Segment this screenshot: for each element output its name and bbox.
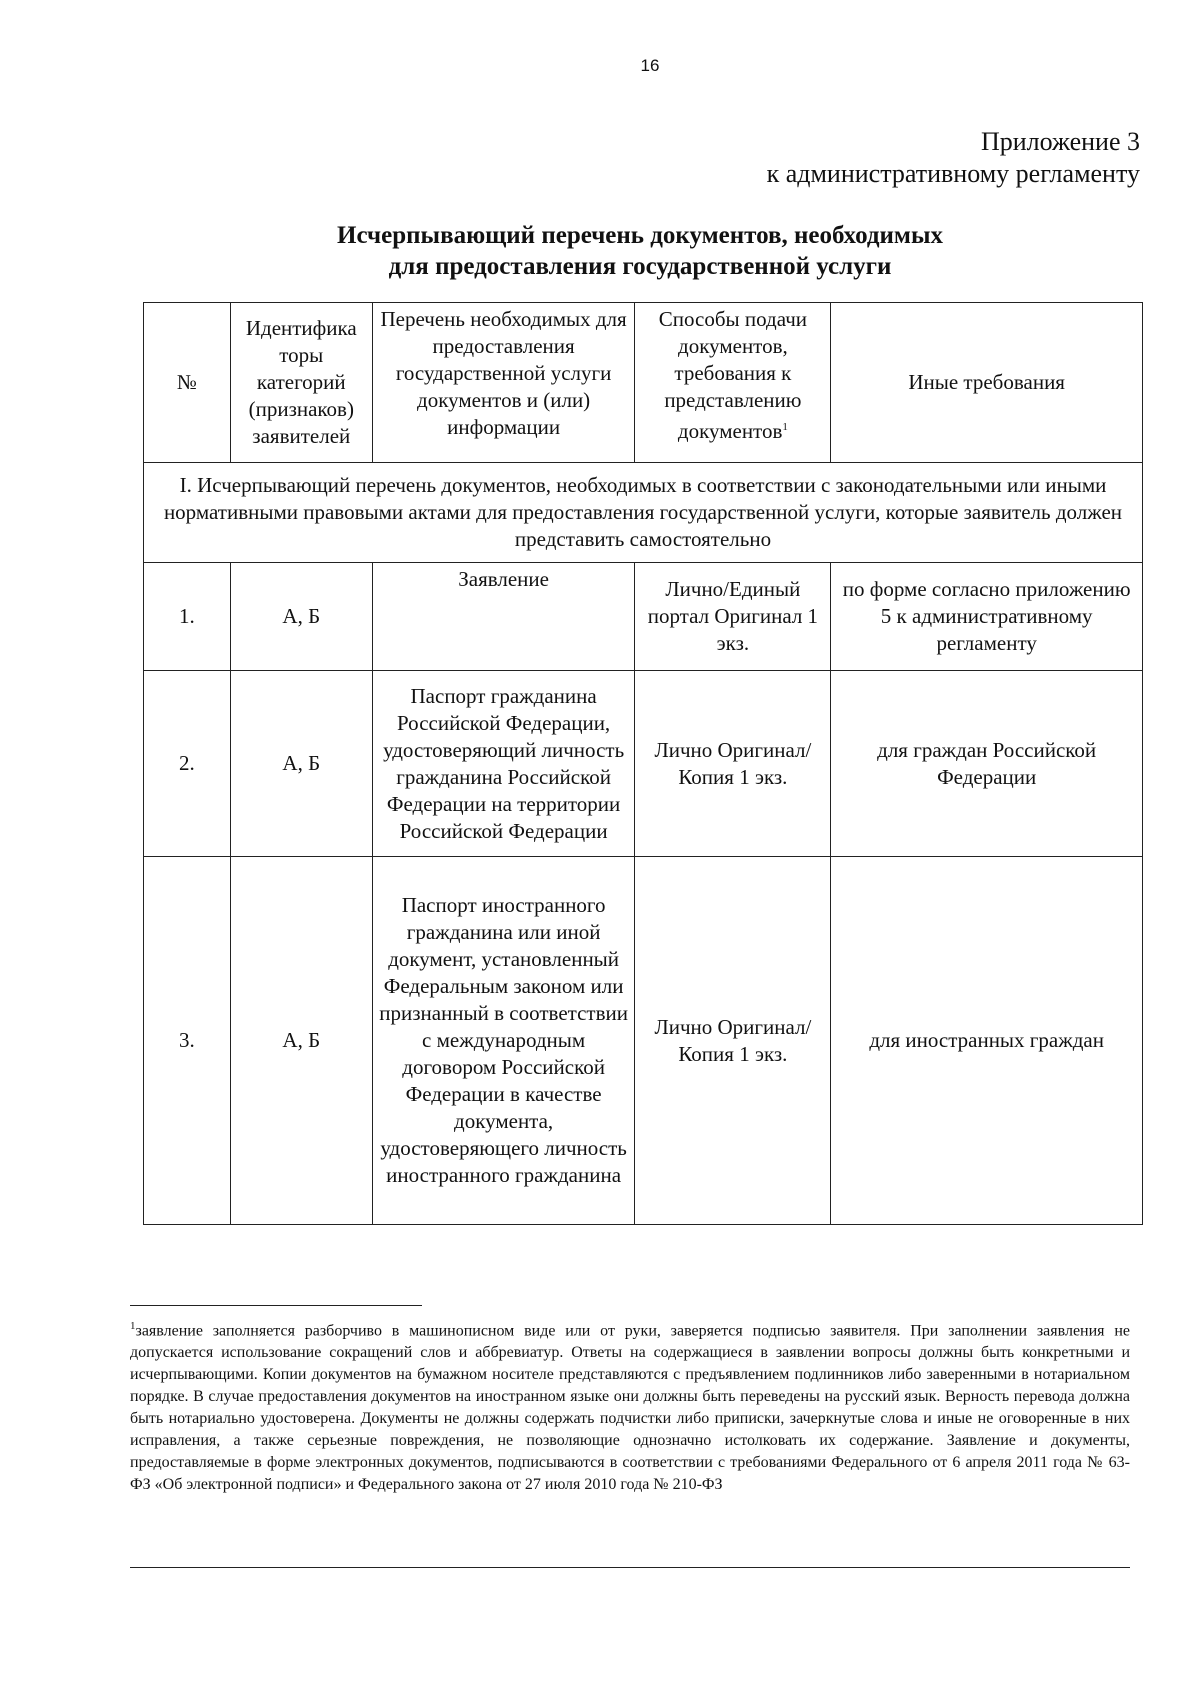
header-methods <box>635 303 831 463</box>
footnote-marker: 1 <box>130 1320 136 1332</box>
appendix-line-2: к административному регламенту <box>766 159 1140 188</box>
header-other: Иные требования <box>831 303 1143 463</box>
footnote-end-rule <box>130 1567 1130 1568</box>
header-documents: Перечень необходимых для предоставления государственной услуги документов и (или) информации <box>372 303 635 463</box>
row-num: 3. <box>144 857 231 1225</box>
page-number: 16 <box>640 56 660 75</box>
table-header-row <box>144 303 1143 463</box>
row-num: 2. <box>144 671 231 857</box>
title-line-2: для предоставления государственной услуги <box>388 253 892 280</box>
row-method: Лично Оригинал/ Копия 1 экз. <box>635 857 831 1225</box>
row-document: Паспорт гражданина Российской Федерации, удостоверяющий личность гражданина Российской Федерации на территории Российской Федерации <box>372 671 635 857</box>
footnote-ref: 1 <box>782 421 788 433</box>
section-title: I. Исчерпывающий перечень документов, необходимых в соответствии с законодательными или иными нормативными правовыми актами для предоставления государственной услуги, которые заявитель должен представить самостоятельно <box>144 463 1143 563</box>
row-category: А, Б <box>230 857 372 1225</box>
header-identifiers: Идентифика торы категорий (признаков) заявителей <box>230 303 372 463</box>
row-category: А, Б <box>230 671 372 857</box>
section-row <box>144 463 1143 563</box>
table-row <box>144 671 1143 857</box>
row-other: для граждан Российской Федерации <box>831 671 1143 857</box>
row-method: Лично/Единый портал Оригинал 1 экз. <box>635 563 831 671</box>
title-line-1: Исчерпывающий перечень документов, необходимых <box>337 222 943 249</box>
documents-table <box>143 302 1143 1225</box>
header-methods-text: Способы подачи документов, требования к представлению документов <box>658 307 807 443</box>
appendix-header <box>767 126 1140 190</box>
table-row <box>144 857 1143 1225</box>
table-row <box>144 563 1143 671</box>
header-num: № <box>144 303 231 463</box>
footnote-text: заявление заполняется разборчиво в машинописном виде или от руки, заверяется подписью заявителя. При заполнении заявления не допускается использование сокращений слов и аббревиатур. Ответы на содержащиеся в заявлении вопросы должны быть конкретными и исчерпывающими. Копии документов на бумажном носителе представляются с предъявлением подлинников либо заверенными в нотариальном порядке. В случае предоставления документов на иностранном языке они должны быть переведены на русский язык. Верность перевода должна быть нотариально удостоверена. Документы не должны содержать подчистки либо приписки, зачеркнутые слова и иные не оговоренные в них исправления, а также серьезные повреждения, не позволяющие однозначно истолковать их содержание. Заявление и документы, предоставляемые в форме электронных документов, подписываются в соответствии с требованиями Федерального от 6 апреля 2011 года № 63-ФЗ «Об электронной подписи» и Федерального закона от 27 июля 2010 года № 210-ФЗ <box>130 1322 1130 1494</box>
appendix-line-1: Приложение 3 <box>980 127 1140 156</box>
row-document: Заявление <box>372 563 635 671</box>
row-other: по форме согласно приложению 5 к административному регламенту <box>831 563 1143 671</box>
row-other: для иностранных граждан <box>831 857 1143 1225</box>
footnote <box>130 1315 1130 1496</box>
row-num: 1. <box>144 563 231 671</box>
document-title <box>140 220 1140 282</box>
footnote-separator <box>130 1305 422 1306</box>
row-method: Лично Оригинал/ Копия 1 экз. <box>635 671 831 857</box>
row-document: Паспорт иностранного гражданина или иной документ, установленный Федеральным законом или признанный в соответствии с международным договором Российской Федерации в качестве документа, удостоверяющего личность иностранного гражданина <box>372 857 635 1225</box>
row-category: А, Б <box>230 563 372 671</box>
